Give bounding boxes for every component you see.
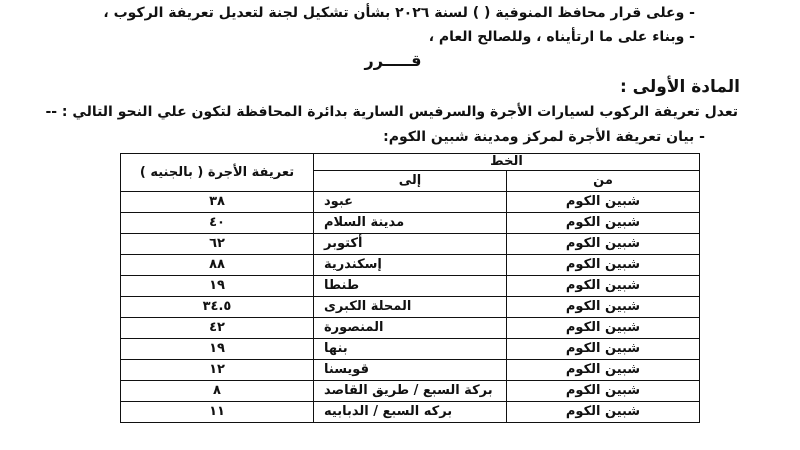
cell-to: مدينة السلام: [314, 213, 507, 234]
cell-from: شبين الكوم: [507, 381, 700, 402]
cell-from: شبين الكوم: [507, 192, 700, 213]
cell-from: شبين الكوم: [507, 255, 700, 276]
article-title: المادة الأولى :: [619, 77, 740, 97]
preamble-line-governor-decree: - وعلى قرار محافظ المنوفية ( ) لسنة ٢٠٢٦ بشأن تشكيل لجنة لتعديل تعريفة الركوب ،: [103, 5, 695, 21]
table-row: [121, 234, 700, 255]
cell-fare: ٨: [121, 381, 314, 402]
cell-fare: ١٩: [121, 276, 314, 297]
table-row: [121, 318, 700, 339]
cell-to: أكتوبر: [314, 234, 507, 255]
cell-from: شبين الكوم: [507, 318, 700, 339]
cell-to: بركه السبع / الدبابيه: [314, 402, 507, 423]
table-row: [121, 381, 700, 402]
cell-from: شبين الكوم: [507, 213, 700, 234]
cell-from: شبين الكوم: [507, 360, 700, 381]
cell-fare: ٣٨: [121, 192, 314, 213]
table-row: [121, 297, 700, 318]
cell-from: شبين الكوم: [507, 339, 700, 360]
cell-to: عبود: [314, 192, 507, 213]
cell-fare: ١٩: [121, 339, 314, 360]
fare-table: [120, 153, 700, 423]
cell-fare: ٣٤.٥: [121, 297, 314, 318]
header-to: إلى: [314, 171, 507, 192]
table-row: [121, 339, 700, 360]
header-fare: تعريفة الأجرة ( بالجنيه ): [121, 154, 314, 192]
fare-table-body: [121, 192, 700, 423]
decree-title: قـــــرر: [364, 51, 422, 70]
preamble-line-public-interest: - وبناء على ما ارتأيناه ، وللصالح العام ،: [428, 29, 695, 45]
cell-fare: ١١: [121, 402, 314, 423]
cell-from: شبين الكوم: [507, 297, 700, 318]
article-text: تعدل تعريفة الركوب لسيارات الأجرة والسرفيس السارية بدائرة المحافظة لتكون علي النحو التالي : --: [45, 104, 738, 120]
cell-to: بركة السبع / طريق القاصد: [314, 381, 507, 402]
cell-from: شبين الكوم: [507, 402, 700, 423]
cell-to: المحلة الكبرى: [314, 297, 507, 318]
table-row: [121, 276, 700, 297]
cell-to: إسكندرية: [314, 255, 507, 276]
cell-fare: ٤٢: [121, 318, 314, 339]
cell-to: طنطا: [314, 276, 507, 297]
cell-from: شبين الكوم: [507, 234, 700, 255]
table-row: [121, 360, 700, 381]
table-row: [121, 255, 700, 276]
table-row: [121, 213, 700, 234]
cell-fare: ٨٨: [121, 255, 314, 276]
cell-fare: ٦٢: [121, 234, 314, 255]
fare-statement-heading: - بيان تعريفة الأجرة لمركز ومدينة شبين الكوم:: [383, 129, 705, 145]
cell-to: قويسنا: [314, 360, 507, 381]
table-row: [121, 402, 700, 423]
cell-fare: ٤٠: [121, 213, 314, 234]
header-line: الخط: [314, 154, 700, 171]
cell-to: المنصورة: [314, 318, 507, 339]
cell-fare: ١٢: [121, 360, 314, 381]
header-from: من: [507, 171, 700, 192]
table-row: [121, 192, 700, 213]
cell-from: شبين الكوم: [507, 276, 700, 297]
cell-to: بنها: [314, 339, 507, 360]
